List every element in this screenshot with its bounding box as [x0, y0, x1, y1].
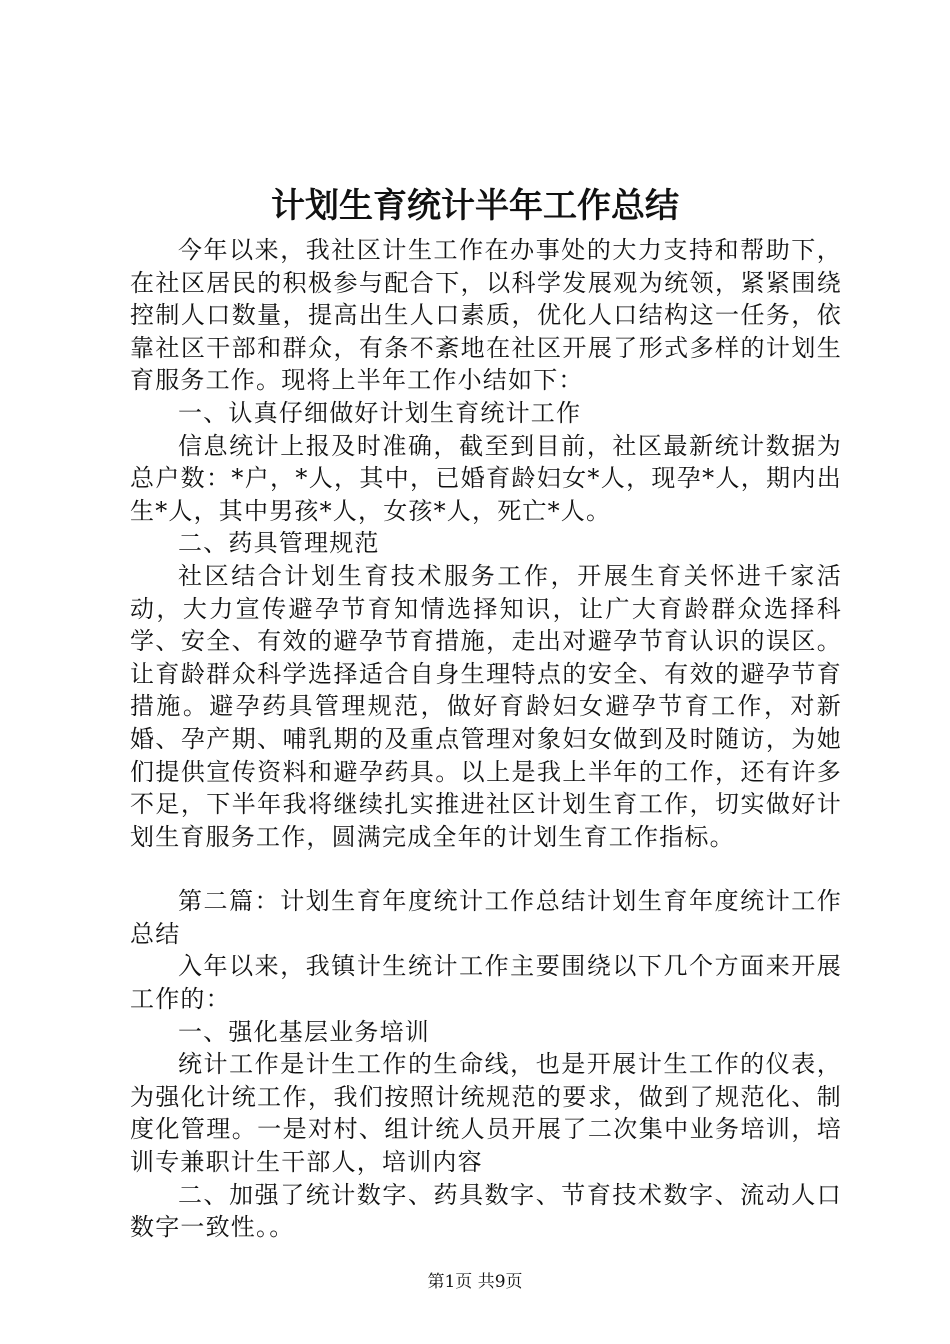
section-heading-1: 一、认真仔细做好计划生育统计工作 — [178, 398, 582, 427]
document-title: 计划生育统计半年工作总结 — [271, 186, 679, 226]
paragraph-statistics: 信息统计上报及时准确，截至到目前，社区最新统计数据为总户数：*户，*人，其中，已婚育龄妇女*人，现孕*人，期内出生*人，其中男孩*人，女孩*人，死亡*人。 — [130, 431, 842, 525]
paragraph-intro: 今年以来，我社区计生工作在办事处的大力支持和帮助下，在社区居民的积极参与配合下，以科学发展观为统领，紧紧围绕控制人口数量，提高出生人口素质，优化人口结构这一任务，依靠社区干部和群众，有条不紊地在社区开展了形式多样的计划生育服务工作。现将上半年工作小结如下： — [130, 236, 842, 395]
paragraph-second-intro: 入年以来，我镇计生统计工作主要围绕以下几个方面来开展工作的： — [130, 952, 842, 1014]
paragraph-gap — [130, 853, 842, 885]
section-heading-training: 一、强化基层业务培训 — [178, 1017, 430, 1046]
paragraph-contraceptive: 社区结合计划生育技术服务工作，开展生育关怀进千家活动，大力宣传避孕节育知情选择知识，让广大育龄群众选择科学、安全、有效的避孕节育措施，走出对避孕节育认识的误区。让育龄群众科学选择适合自身生理特点的安全、有效的避孕节育措施。避孕药具管理规范，做好育龄妇女避孕节育工作，对新婚、孕产期、哺乳期的及重点管理对象妇女做到及时随访，为她们提供宣传资料和避孕药具。以上是我上半年的工作，还有许多不足，下半年我将继续扎实推进社区计划生育工作，切实做好计划生育服务工作，圆满完成全年的计划生育工作指标。 — [130, 561, 842, 851]
page-number: 第1页 共9页 — [427, 1272, 523, 1292]
section-heading-2: 二、药具管理规范 — [178, 529, 380, 558]
second-article-heading: 第二篇：计划生育年度统计工作总结计划生育年度统计工作总结 — [130, 887, 842, 948]
paragraph-consistency: 二、加强了统计数字、药具数字、节育技术数字、流动人口数字一致性。。 — [130, 1180, 842, 1242]
paragraph-training: 统计工作是计生工作的生命线，也是开展计生工作的仪表，为强化计统工作，我们按照计统规范的要求，做到了规范化、制度化管理。一是对村、组计统人员开展了二次集中业务培训，培训专兼职计生干部人，培训内容 — [130, 1050, 842, 1177]
document-body — [130, 234, 842, 1244]
